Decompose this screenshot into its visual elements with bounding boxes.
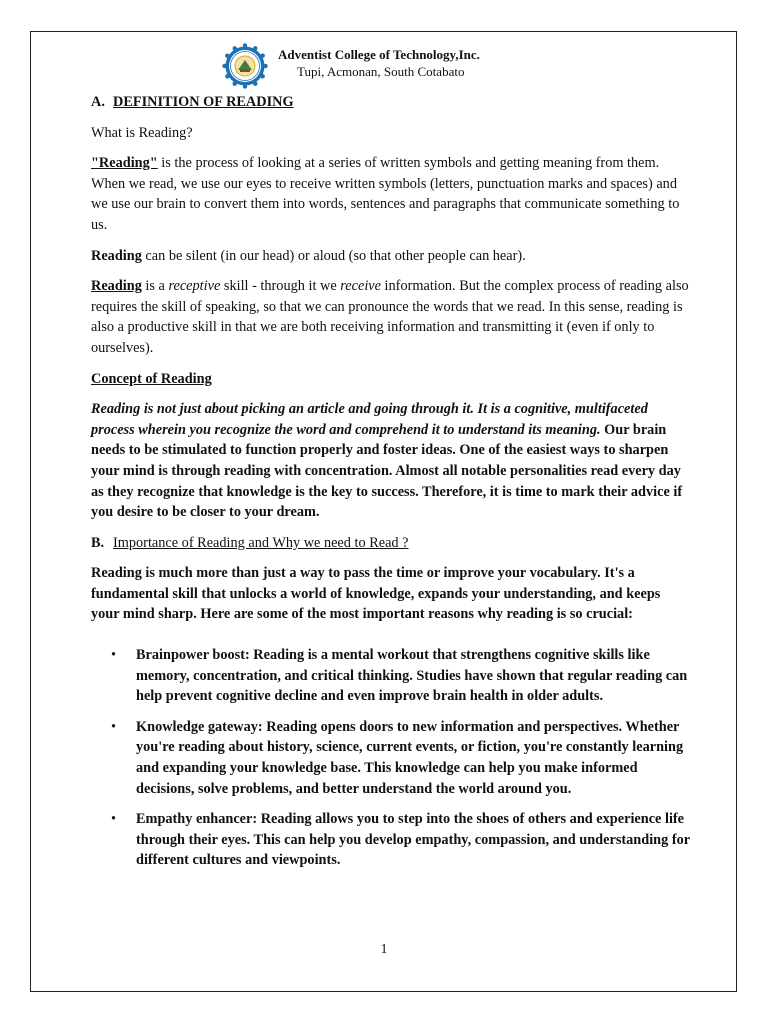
reasons-list: [91, 645, 691, 871]
receive-emphasis: receive: [340, 278, 381, 295]
institution-name: Adventist College of Technology,Inc.: [278, 47, 480, 62]
silent-aloud-paragraph: [91, 246, 691, 267]
bullet-text: Brainpower boost: Reading is a mental workout that strengthens cognitive skills like memory, concentration, and critical thinking. Studies have shown that regular reading can help prevent cognitive decline and even improve brain health in older adults.: [136, 647, 688, 705]
list-item: [91, 717, 691, 799]
concept-bold-text: Our brain needs to be stimulated to function properly and foster ideas. One of the easiest ways to sharpen your mind is through reading with concentration. Almost all notable personalities read every day as they recognize that knowledge is the key to success. Therefore, it is time to mark their advice if you desire to be closer to your dream.: [91, 421, 683, 521]
receptive-text-2: skill - through it we: [220, 278, 341, 295]
concept-heading: Concept of Reading: [91, 370, 212, 387]
page-number: 1: [380, 942, 388, 957]
reading-term: "Reading": [91, 155, 158, 172]
reading-term-2: Reading: [91, 247, 142, 264]
concept-paragraph: [91, 399, 691, 523]
bullet-icon: •: [111, 647, 117, 664]
reading-definition-paragraph: [91, 153, 691, 235]
bullet-text: Empathy enhancer: Reading allows you to step into the shoes of others and experience life through their eyes. This can help you develop empathy, compassion, and understanding for different cultures and viewpoints.: [136, 811, 690, 869]
receptive-text-3: information. But the complex process of reading also requires the skill of speaking, so that we can pronounce the words that we read. In this sense, reading is also a productive skill in that we are both receiving information and transmitting it (even if only to ourselves).: [91, 278, 689, 356]
institution-address: Tupi, Acmonan, South Cotabato: [297, 64, 465, 79]
bullet-icon: •: [111, 811, 117, 828]
section-b-intro: Reading is much more than just a way to pass the time or improve your vocabulary. It's a fundamental skill that unlocks a world of knowledge, expands your understanding, and keeps your mind sharp. Here are some of the most important reasons why reading is so crucial:: [91, 565, 661, 623]
list-item: [91, 809, 691, 871]
concept-italic-text: Reading is not just about picking an article and going through it. It is a cognitive, multifaceted process wherein you recognize the word and comprehend it to understand its meaning.: [91, 401, 648, 438]
receptive-text-1: is a: [141, 278, 169, 295]
silent-aloud-text: can be silent (in our head) or aloud (so that other people can hear).: [141, 247, 526, 264]
receptive-skill-paragraph: [91, 276, 691, 358]
section-b-letter: B.: [91, 534, 105, 551]
section-a-title: DEFINITION OF READING: [113, 94, 294, 110]
section-a-letter: A.: [91, 94, 105, 110]
document-body: [91, 92, 691, 871]
section-a-heading: [91, 92, 691, 113]
college-seal-icon: [222, 43, 268, 89]
bullet-icon: •: [111, 718, 117, 735]
list-item: [91, 645, 691, 707]
bullet-text: Knowledge gateway: Reading opens doors to new information and perspectives. Whether you're reading about history, science, current events, or fiction, you're constantly learning and expanding your knowledge base. This knowledge can help you make informed decisions, solve problems, and better understand the world around you.: [136, 718, 684, 797]
section-b-heading: [91, 533, 691, 554]
what-is-reading-question: What is Reading?: [91, 124, 193, 141]
receptive-emphasis: receptive: [168, 278, 221, 295]
reading-term-3: Reading: [91, 278, 142, 295]
document-header: [222, 42, 522, 94]
section-b-title: Importance of Reading and Why we need to Read ?: [113, 534, 409, 551]
reading-definition-text: is the process of looking at a series of written symbols and getting meaning from them. When we read, we use our eyes to receive written symbols (letters, punctuation marks and spaces) and we use our brain to convert them into words, sentences and paragraphs that communicate something to us.: [91, 155, 680, 233]
